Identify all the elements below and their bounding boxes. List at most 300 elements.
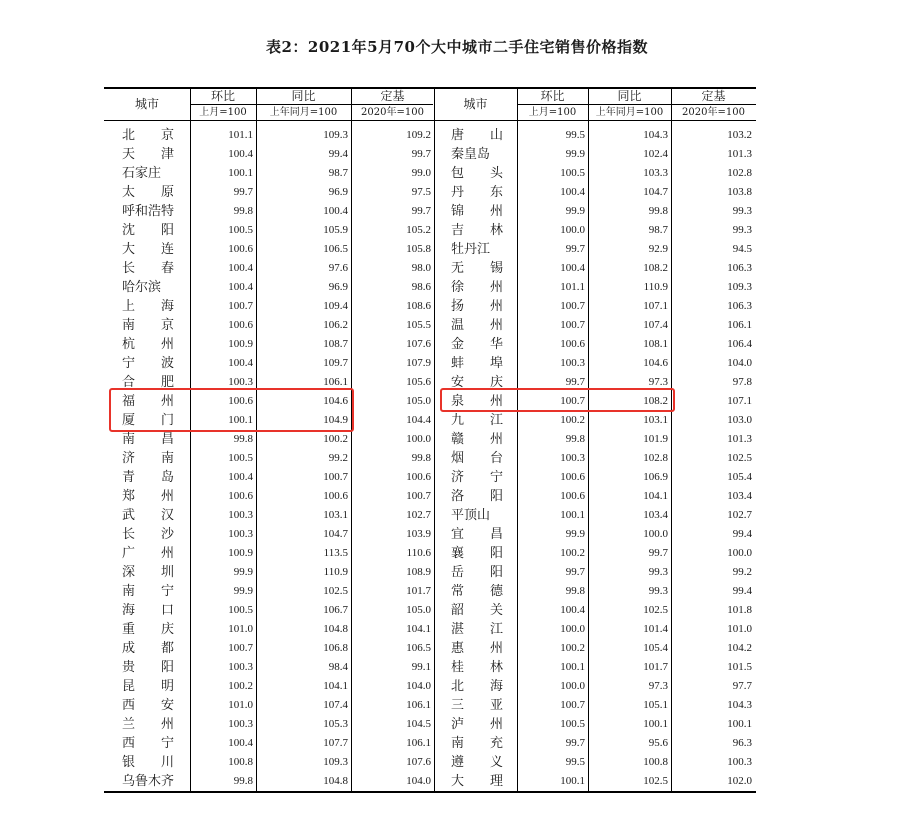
fixed-value: 104.0 — [406, 680, 431, 692]
fixed-value: 99.3 — [732, 205, 752, 217]
yoy-value: 106.8 — [323, 642, 348, 654]
mom-value: 100.7 — [228, 300, 253, 312]
table-row — [104, 506, 756, 525]
city-name: 丹 东 — [451, 185, 504, 200]
yoy-value: 103.3 — [643, 167, 668, 179]
city-name: 西 宁 — [122, 736, 175, 751]
city-name: 三 亚 — [451, 698, 504, 713]
fixed-value: 110.6 — [406, 547, 431, 559]
fixed-value: 102.5 — [727, 452, 752, 464]
fixed-value: 100.0 — [406, 433, 431, 445]
city-name: 遵 义 — [451, 755, 504, 770]
mom-value: 100.2 — [560, 547, 585, 559]
fixed-value: 104.1 — [406, 623, 431, 635]
city-name: 重 庆 — [122, 622, 175, 637]
fixed-value: 99.2 — [732, 566, 752, 578]
mom-value: 99.7 — [565, 737, 585, 749]
fixed-value: 97.7 — [732, 680, 752, 692]
table-row — [104, 297, 756, 316]
fixed-value: 97.8 — [732, 376, 752, 388]
fixed-value: 99.8 — [411, 452, 431, 464]
city-name: 长 沙 — [122, 527, 175, 542]
mom-value: 100.3 — [228, 509, 253, 521]
yoy-value: 96.9 — [328, 281, 348, 293]
yoy-value: 107.7 — [323, 737, 348, 749]
yoy-value: 102.5 — [323, 585, 348, 597]
table-row — [104, 183, 756, 202]
city-name: 吉 林 — [451, 223, 504, 238]
yoy-value: 106.5 — [323, 243, 348, 255]
yoy-value: 103.1 — [323, 509, 348, 521]
mom-value: 99.8 — [233, 205, 253, 217]
city-name: 合 肥 — [122, 375, 175, 390]
fixed-value: 104.0 — [406, 775, 431, 787]
fixed-value: 99.0 — [411, 167, 431, 179]
yoy-value: 106.9 — [643, 471, 668, 483]
mom-value: 100.3 — [228, 376, 253, 388]
table-title: 表2：2021年5月70个大中城市二手住宅销售价格指数 — [266, 38, 648, 56]
mom-value: 99.5 — [565, 756, 585, 768]
yoy-value: 110.9 — [323, 566, 348, 578]
table-row — [104, 221, 756, 240]
yoy-value: 102.5 — [643, 775, 668, 787]
fixed-value: 103.8 — [727, 186, 752, 198]
yoy-value: 105.3 — [323, 718, 348, 730]
mom-value: 99.7 — [565, 376, 585, 388]
fixed-value: 94.5 — [732, 243, 752, 255]
city-name: 常 德 — [451, 584, 504, 599]
city-name: 太 原 — [122, 185, 175, 200]
yoy-value: 100.6 — [323, 490, 348, 502]
table-row — [104, 449, 756, 468]
header-city-right: 城市 — [463, 97, 488, 111]
mom-value: 100.5 — [228, 224, 253, 236]
fixed-value: 109.3 — [727, 281, 752, 293]
yoy-value: 110.9 — [643, 281, 668, 293]
mom-value: 100.4 — [228, 281, 253, 293]
fixed-value: 105.8 — [406, 243, 431, 255]
fixed-value: 104.4 — [406, 414, 431, 426]
yoy-value: 104.7 — [323, 528, 348, 540]
city-name: 长 春 — [122, 261, 175, 276]
fixed-value: 96.3 — [732, 737, 752, 749]
yoy-value: 113.5 — [323, 547, 348, 559]
table-row — [104, 601, 756, 620]
yoy-value: 101.4 — [643, 623, 668, 635]
city-name: 南 昌 — [122, 432, 175, 447]
mom-value: 100.6 — [560, 490, 585, 502]
fixed-value: 108.9 — [406, 566, 431, 578]
city-name: 锦 州 — [451, 204, 504, 219]
fixed-value: 100.7 — [406, 490, 431, 502]
city-name: 襄 阳 — [451, 546, 504, 561]
fixed-value: 101.7 — [406, 585, 431, 597]
city-name: 天 津 — [122, 147, 175, 162]
table-row — [104, 468, 756, 487]
yoy-value: 98.7 — [648, 224, 668, 236]
city-name: 杭 州 — [122, 337, 175, 352]
city-name: 济 南 — [122, 451, 175, 466]
mom-value: 100.7 — [560, 300, 585, 312]
mom-value: 101.0 — [228, 623, 253, 635]
city-name: 厦 门 — [122, 413, 175, 428]
mom-value: 100.7 — [560, 395, 585, 407]
yoy-value: 99.7 — [648, 547, 668, 559]
fixed-value: 105.2 — [406, 224, 431, 236]
mom-value: 100.6 — [560, 471, 585, 483]
yoy-value: 100.4 — [323, 205, 348, 217]
city-name: 武 汉 — [122, 508, 175, 523]
table-row — [104, 734, 756, 753]
fixed-value: 99.1 — [411, 661, 431, 673]
mom-value: 100.8 — [228, 756, 253, 768]
fixed-value: 101.8 — [727, 604, 752, 616]
yoy-value: 104.8 — [323, 775, 348, 787]
fixed-value: 106.3 — [727, 300, 752, 312]
fixed-value: 99.7 — [411, 148, 431, 160]
table-row — [104, 544, 756, 563]
city-name: 九 江 — [451, 413, 504, 428]
mom-value: 100.2 — [560, 414, 585, 426]
fixed-value: 98.6 — [411, 281, 431, 293]
city-name: 银 川 — [122, 755, 175, 770]
fixed-value: 102.0 — [727, 775, 752, 787]
mom-value: 100.4 — [228, 471, 253, 483]
table-row — [104, 582, 756, 601]
fixed-value: 101.3 — [727, 148, 752, 160]
city-name: 温 州 — [451, 318, 504, 333]
city-name: 徐 州 — [451, 280, 504, 295]
mom-value: 99.9 — [233, 585, 253, 597]
mom-value: 100.6 — [228, 395, 253, 407]
yoy-value: 104.9 — [323, 414, 348, 426]
mom-value: 100.0 — [560, 224, 585, 236]
city-name: 石家庄 — [122, 166, 162, 181]
header-fixed-left: 定基 — [380, 89, 405, 103]
table-row — [104, 620, 756, 639]
header-fixed-base-right: 2020年=100 — [682, 107, 745, 118]
city-name: 南 充 — [451, 736, 504, 751]
price-index-table — [104, 87, 756, 793]
mom-value: 101.1 — [228, 129, 253, 141]
yoy-value: 103.1 — [643, 414, 668, 426]
city-name: 无 锡 — [451, 261, 504, 276]
city-name: 秦皇岛 — [451, 147, 491, 162]
yoy-value: 104.8 — [323, 623, 348, 635]
table-row — [104, 335, 756, 354]
mom-value: 99.9 — [565, 148, 585, 160]
mom-value: 100.4 — [560, 186, 585, 198]
city-name: 泉 州 — [451, 394, 504, 409]
fixed-value: 99.4 — [732, 528, 752, 540]
yoy-value: 104.1 — [323, 680, 348, 692]
fixed-value: 103.2 — [727, 129, 752, 141]
fixed-value: 106.1 — [727, 319, 752, 331]
city-name: 蚌 埠 — [451, 356, 504, 371]
yoy-value: 105.4 — [643, 642, 668, 654]
header-mom-right: 环比 — [540, 89, 565, 103]
yoy-value: 101.7 — [643, 661, 668, 673]
fixed-value: 99.7 — [411, 205, 431, 217]
yoy-value: 102.4 — [643, 148, 668, 160]
mom-value: 100.7 — [560, 319, 585, 331]
city-name: 广 州 — [122, 546, 175, 561]
mom-value: 100.6 — [560, 338, 585, 350]
mom-value: 100.1 — [560, 661, 585, 673]
city-name: 海 口 — [122, 603, 175, 618]
mom-value: 100.3 — [228, 718, 253, 730]
mom-value: 100.0 — [560, 680, 585, 692]
table-row — [104, 126, 756, 145]
fixed-value: 99.4 — [732, 585, 752, 597]
mom-value: 100.6 — [228, 319, 253, 331]
city-name: 泸 州 — [451, 717, 504, 732]
city-name: 唐 山 — [451, 128, 504, 143]
mom-value: 100.3 — [560, 357, 585, 369]
yoy-value: 92.9 — [648, 243, 668, 255]
fixed-value: 102.8 — [727, 167, 752, 179]
city-name: 昆 明 — [122, 679, 175, 694]
table-row — [104, 639, 756, 658]
yoy-value: 102.5 — [643, 604, 668, 616]
city-name: 成 都 — [122, 641, 175, 656]
city-name: 包 头 — [451, 166, 504, 181]
city-name: 济 宁 — [451, 470, 504, 485]
fixed-value: 99.3 — [732, 224, 752, 236]
city-name: 岳 阳 — [451, 565, 504, 580]
mom-value: 100.0 — [560, 623, 585, 635]
mom-value: 100.9 — [228, 338, 253, 350]
header-fixed-base-left: 2020年=100 — [361, 107, 424, 118]
city-name: 西 安 — [122, 698, 175, 713]
fixed-value: 106.4 — [727, 338, 752, 350]
table-row — [104, 259, 756, 278]
mom-value: 100.1 — [228, 414, 253, 426]
mom-value: 100.3 — [560, 452, 585, 464]
city-name: 湛 江 — [451, 622, 504, 637]
yoy-value: 107.4 — [643, 319, 668, 331]
fixed-value: 102.7 — [406, 509, 431, 521]
yoy-value: 108.7 — [323, 338, 348, 350]
yoy-value: 95.6 — [648, 737, 668, 749]
mom-value: 99.8 — [233, 433, 253, 445]
mom-value: 99.5 — [565, 129, 585, 141]
header-mom-base-left: 上月=100 — [199, 107, 247, 118]
city-name: 扬 州 — [451, 299, 504, 314]
city-name: 宁 波 — [122, 356, 175, 371]
fixed-value: 107.9 — [406, 357, 431, 369]
yoy-value: 108.2 — [643, 262, 668, 274]
fixed-value: 97.5 — [411, 186, 431, 198]
city-name: 赣 州 — [451, 432, 504, 447]
mom-value: 100.3 — [228, 661, 253, 673]
fixed-value: 106.5 — [406, 642, 431, 654]
city-name: 福 州 — [122, 394, 175, 409]
header-fixed-right: 定基 — [701, 89, 726, 103]
fixed-value: 106.1 — [406, 737, 431, 749]
city-name: 金 华 — [451, 337, 504, 352]
city-name: 大 连 — [122, 242, 175, 257]
yoy-value: 109.7 — [323, 357, 348, 369]
mom-value: 100.4 — [228, 262, 253, 274]
mom-value: 100.7 — [228, 642, 253, 654]
yoy-value: 109.4 — [323, 300, 348, 312]
yoy-value: 99.2 — [328, 452, 348, 464]
header-yoy-right: 同比 — [617, 89, 642, 103]
yoy-value: 107.1 — [643, 300, 668, 312]
city-name: 深 圳 — [122, 565, 175, 580]
table-row — [104, 354, 756, 373]
mom-value: 99.8 — [233, 775, 253, 787]
fixed-value: 98.0 — [411, 262, 431, 274]
city-name: 南 宁 — [122, 584, 175, 599]
table-row — [104, 316, 756, 335]
fixed-value: 105.6 — [406, 376, 431, 388]
table-row — [104, 696, 756, 715]
fixed-value: 105.0 — [406, 395, 431, 407]
header-mom-base-right: 上月=100 — [528, 107, 577, 118]
fixed-value: 100.0 — [727, 547, 752, 559]
table-row — [104, 753, 756, 772]
mom-value: 100.4 — [228, 148, 253, 160]
city-name: 南 京 — [122, 318, 175, 333]
yoy-value: 97.3 — [648, 376, 668, 388]
yoy-value: 106.7 — [323, 604, 348, 616]
yoy-value: 104.7 — [643, 186, 668, 198]
city-name: 烟 台 — [451, 451, 504, 466]
table-row — [104, 772, 756, 791]
table-row — [104, 658, 756, 677]
header-yoy-base-left: 上年同月=100 — [269, 107, 338, 118]
mom-value: 99.8 — [565, 585, 585, 597]
fixed-value: 105.0 — [406, 604, 431, 616]
fixed-value: 106.1 — [406, 699, 431, 711]
mom-value: 99.9 — [565, 205, 585, 217]
table-row — [104, 164, 756, 183]
city-name: 惠 州 — [451, 641, 504, 656]
fixed-value: 100.6 — [406, 471, 431, 483]
city-name: 韶 关 — [451, 603, 504, 618]
table-row — [104, 240, 756, 259]
yoy-value: 108.1 — [643, 338, 668, 350]
table-row — [104, 715, 756, 734]
yoy-value: 99.3 — [648, 566, 668, 578]
yoy-value: 99.3 — [648, 585, 668, 597]
mom-value: 99.7 — [565, 243, 585, 255]
city-name: 桂 林 — [451, 660, 504, 675]
yoy-value: 97.6 — [328, 262, 348, 274]
table-row — [104, 525, 756, 544]
fixed-value: 103.0 — [727, 414, 752, 426]
city-name: 青 岛 — [122, 470, 175, 485]
fixed-value: 103.9 — [406, 528, 431, 540]
yoy-value: 98.4 — [328, 661, 348, 673]
yoy-value: 96.9 — [328, 186, 348, 198]
mom-value: 100.5 — [228, 452, 253, 464]
mom-value: 100.7 — [560, 699, 585, 711]
city-name: 郑 州 — [122, 489, 175, 504]
fixed-value: 100.3 — [727, 756, 752, 768]
fixed-value: 106.3 — [727, 262, 752, 274]
fixed-value: 102.7 — [727, 509, 752, 521]
yoy-value: 98.7 — [328, 167, 348, 179]
yoy-value: 101.9 — [643, 433, 668, 445]
mom-value: 99.8 — [565, 433, 585, 445]
city-name: 北 海 — [451, 679, 504, 694]
city-name: 洛 阳 — [451, 489, 504, 504]
table-row — [104, 677, 756, 696]
mom-value: 100.5 — [560, 167, 585, 179]
highlight-box-quanzhou — [440, 388, 675, 412]
yoy-value: 100.7 — [323, 471, 348, 483]
fixed-value: 104.3 — [727, 699, 752, 711]
table-row — [104, 202, 756, 221]
table-row — [104, 278, 756, 297]
city-name: 贵 阳 — [122, 660, 175, 675]
yoy-value: 109.3 — [323, 129, 348, 141]
header-mom-left: 环比 — [210, 89, 235, 103]
highlight-box-fuzhou-xiamen — [109, 388, 354, 432]
header-city-left: 城市 — [134, 97, 159, 111]
yoy-value: 107.4 — [323, 699, 348, 711]
fixed-value: 101.0 — [727, 623, 752, 635]
header-yoy-base-right: 上年同月=100 — [595, 107, 664, 118]
mom-value: 99.9 — [233, 566, 253, 578]
mom-value: 100.2 — [228, 680, 253, 692]
yoy-value: 109.3 — [323, 756, 348, 768]
yoy-value: 100.2 — [323, 433, 348, 445]
mom-value: 100.4 — [228, 737, 253, 749]
mom-value: 99.7 — [565, 566, 585, 578]
table-row — [104, 487, 756, 506]
mom-value: 100.5 — [560, 718, 585, 730]
table-row — [104, 430, 756, 449]
fixed-value: 109.2 — [406, 129, 431, 141]
mom-value: 100.1 — [228, 167, 253, 179]
city-name: 大 理 — [451, 774, 504, 789]
city-name: 安 庆 — [451, 375, 504, 390]
yoy-value: 103.4 — [643, 509, 668, 521]
yoy-value: 106.2 — [323, 319, 348, 331]
yoy-value: 106.1 — [323, 376, 348, 388]
mom-value: 100.4 — [560, 262, 585, 274]
yoy-value: 99.8 — [648, 205, 668, 217]
fixed-value: 104.5 — [406, 718, 431, 730]
mom-value: 99.9 — [565, 528, 585, 540]
yoy-value: 104.3 — [643, 129, 668, 141]
yoy-value: 100.1 — [643, 718, 668, 730]
fixed-value: 101.5 — [727, 661, 752, 673]
yoy-value: 100.8 — [643, 756, 668, 768]
city-name: 乌鲁木齐 — [122, 774, 175, 789]
fixed-value: 101.3 — [727, 433, 752, 445]
mom-value: 100.4 — [228, 357, 253, 369]
city-name: 沈 阳 — [122, 223, 175, 238]
city-name: 哈尔滨 — [122, 280, 162, 295]
fixed-value: 103.4 — [727, 490, 752, 502]
city-name: 北 京 — [122, 128, 175, 143]
city-name: 宜 昌 — [451, 527, 504, 542]
mom-value: 100.2 — [560, 642, 585, 654]
yoy-value: 104.1 — [643, 490, 668, 502]
table-row — [104, 563, 756, 582]
mom-value: 99.7 — [233, 186, 253, 198]
mom-value: 101.0 — [228, 699, 253, 711]
city-name: 上 海 — [122, 299, 175, 314]
yoy-value: 105.9 — [323, 224, 348, 236]
fixed-value: 105.5 — [406, 319, 431, 331]
yoy-value: 105.1 — [643, 699, 668, 711]
